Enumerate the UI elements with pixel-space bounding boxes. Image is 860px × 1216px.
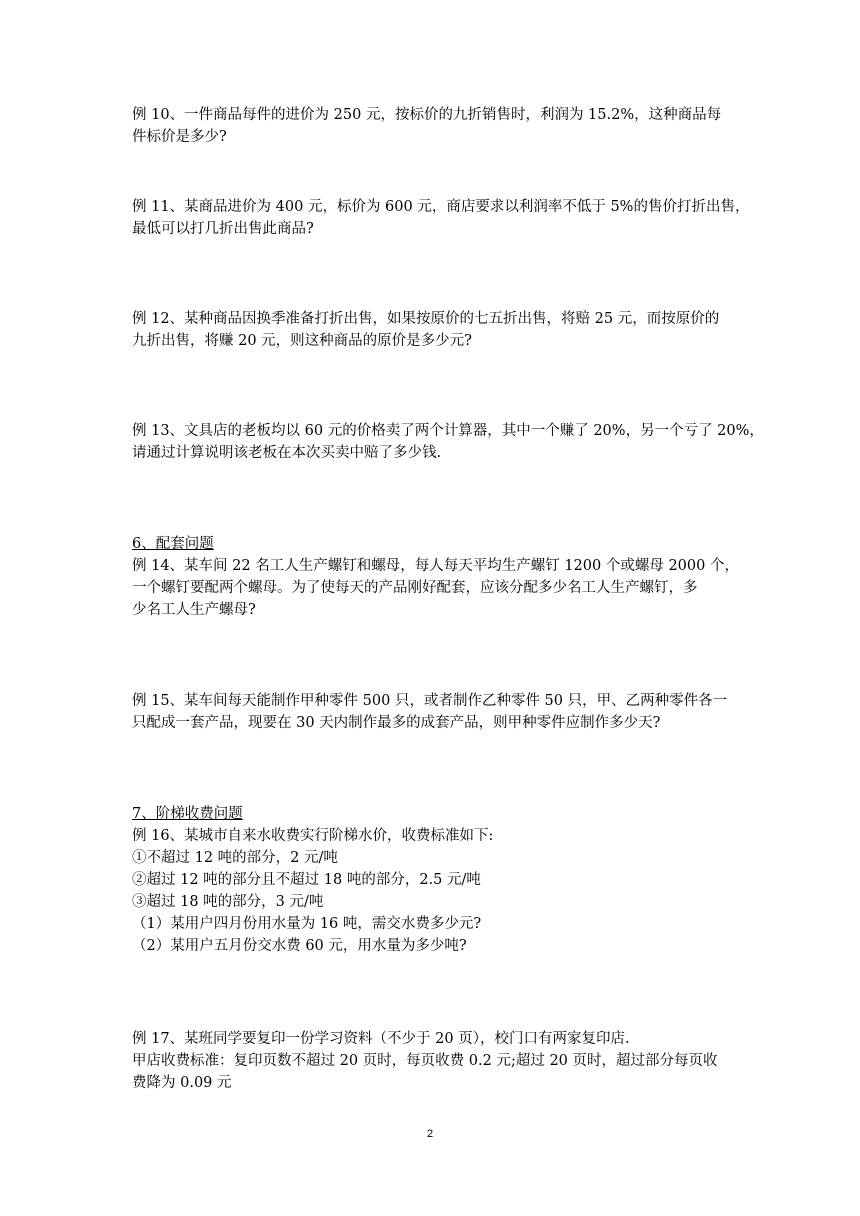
section-heading-7: 7、阶梯收费问题	[132, 806, 243, 822]
section-heading-6: 6、配套问题	[132, 536, 214, 552]
text-line: 甲店收费标准：复印页数不超过 20 页时，每页收费 0.2 元;超过 20 页时，超过部分每页收	[132, 1053, 718, 1069]
text-line: 例 13、文具店的老板均以 60 元的价格卖了两个计算器，其中一个赚了 20%，另一个亏了 20%，	[132, 423, 764, 439]
text-line: （1）某用户四月份用水量为 16 吨，需交水费多少元?	[132, 916, 482, 932]
text-line: 例 10、一件商品每件的进价为 250 元，按标价的九折销售时，利润为 15.2%，这种商品每	[132, 107, 722, 123]
example-13	[132, 420, 764, 464]
text-line: 一个螺钉要配两个螺母。为了使每天的产品刚好配套，应该分配多少名工人生产螺钉，多	[132, 580, 698, 596]
text-line: ①不超过 12 吨的部分，2 元/吨	[132, 850, 338, 866]
text-line: （2）某用户五月份交水费 60 元，用水量为多少吨?	[132, 938, 467, 954]
example-11	[132, 196, 750, 240]
example-16	[132, 825, 732, 957]
text-line: 例 12、某种商品因换季准备打折出售，如果按原价的七五折出售，将赔 25 元，而按原价的	[132, 311, 720, 327]
example-10	[132, 104, 732, 148]
text-line: ②超过 12 吨的部分且不超过 18 吨的部分，2.5 元/吨	[132, 872, 481, 888]
text-line: 费降为 0.09 元	[132, 1075, 232, 1091]
text-line: 例 14、某车间 22 名工人生产螺钉和螺母，每人每天平均生产螺钉 1200 个或螺母 2000 个，	[132, 558, 739, 574]
text-line: 件标价是多少?	[132, 129, 227, 145]
text-line: 最低可以打几折出售此商品?	[132, 221, 314, 237]
text-line: 例 11、某商品进价为 400 元，标价为 600 元，商店要求以利润率不低于 5%的售价打折出售，	[132, 199, 750, 215]
page-number: 2	[426, 1128, 434, 1140]
example-15	[132, 690, 732, 734]
text-line: 例 16、某城市自来水收费实行阶梯水价，收费标准如下:	[132, 828, 494, 844]
example-14	[132, 555, 739, 621]
text-line: ③超过 18 吨的部分，3 元/吨	[132, 894, 324, 910]
text-line: 例 17、某班同学要复印一份学习资料（不少于 20 页），校门口有两家复印店.	[132, 1031, 630, 1047]
text-line: 九折出售，将赚 20 元，则这种商品的原价是多少元?	[132, 333, 472, 349]
example-12	[132, 308, 732, 352]
text-line: 只配成一套产品，现要在 30 天内制作最多的成套产品，则甲种零件应制作多少天?	[132, 715, 661, 731]
text-line: 请通过计算说明该老板在本次买卖中赔了多少钱.	[132, 445, 442, 461]
text-line: 少名工人生产螺母?	[132, 602, 256, 618]
example-17	[132, 1028, 732, 1094]
text-line: 例 15、某车间每天能制作甲种零件 500 只，或者制作乙种零件 50 只，甲、乙两种零件各一	[132, 693, 728, 709]
